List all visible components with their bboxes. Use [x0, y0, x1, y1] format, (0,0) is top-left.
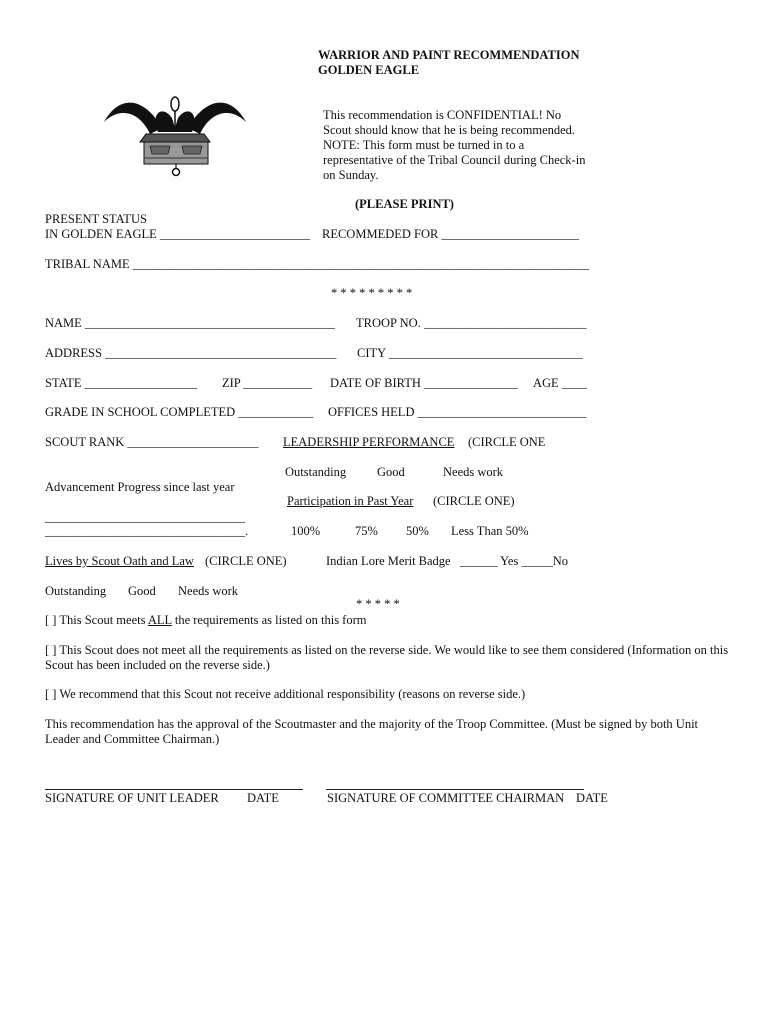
scout-oath-circle-hint: (CIRCLE ONE)	[205, 554, 287, 568]
participation-option-75[interactable]: 75%	[355, 524, 378, 538]
chairman-signature-label: SIGNATURE OF COMMITTEE CHAIRMAN	[327, 791, 565, 805]
zip-field[interactable]: ZIP ___________	[222, 376, 313, 390]
scout-oath-label: Lives by Scout Oath and Law	[45, 554, 194, 568]
golden-eagle-headdress-icon	[100, 88, 250, 180]
unit-leader-signature-label: SIGNATURE OF UNIT LEADER	[45, 791, 219, 805]
participation-option-less-than-50[interactable]: Less Than 50%	[451, 524, 529, 538]
advancement-blank-2[interactable]: ________________________________.	[45, 524, 249, 538]
please-print-label: (PLEASE PRINT)	[355, 197, 454, 211]
golden-eagle-status-field[interactable]: IN GOLDEN EAGLE ________________________	[45, 227, 310, 241]
approval-statement: This recommendation has the approval of the Scoutmaster and the majority of the Troop Committee. (Must be signed by both Unit Leader and Committee Chairman.)	[45, 717, 699, 746]
troop-number-field[interactable]: TROOP NO. __________________________	[356, 316, 587, 330]
city-field[interactable]: CITY _______________________________	[357, 346, 583, 360]
participation-label: Participation in Past Year	[287, 494, 414, 508]
leadership-option-outstanding[interactable]: Outstanding	[285, 465, 347, 479]
notice-line-3: NOTE: This form must be turned in to a	[323, 138, 525, 152]
check-does-not-meet[interactable]: [ ] This Scout does not meet all the requirements as listed on the reverse side. We would like to see them considered (Information on this Scout has been included on the reverse side.)	[45, 643, 729, 672]
check-meets-all-text-end: the requirements as listed on this form	[171, 613, 367, 627]
offices-held-field[interactable]: OFFICES HELD ___________________________	[328, 405, 587, 419]
oath-option-outstanding[interactable]: Outstanding	[45, 584, 107, 598]
check-meets-all-text-start: [ ] This Scout meets	[45, 613, 148, 627]
advancement-blank-1[interactable]: ________________________________	[45, 510, 245, 524]
notice-line-1: This recommendation is CONFIDENTIAL! No	[323, 108, 562, 122]
check-meets-all-emphasis: ALL	[147, 613, 172, 627]
participation-circle-hint: (CIRCLE ONE)	[433, 494, 515, 508]
leadership-option-needs-work[interactable]: Needs work	[443, 465, 504, 479]
oath-option-good[interactable]: Good	[128, 584, 156, 598]
recommended-for-field[interactable]: RECOMMEDED FOR ______________________	[322, 227, 579, 241]
unit-leader-date-label: DATE	[247, 791, 279, 805]
advancement-progress-label: Advancement Progress since last year	[45, 480, 235, 494]
leadership-circle-hint: (CIRCLE ONE	[468, 435, 546, 449]
notice-line-2: Scout should know that he is being recommended.	[323, 123, 576, 137]
age-field[interactable]: AGE ____	[533, 376, 587, 390]
present-status-label: PRESENT STATUS	[45, 212, 147, 226]
participation-option-100[interactable]: 100%	[291, 524, 321, 538]
check-meets-all[interactable]	[45, 613, 367, 628]
address-field[interactable]: ADDRESS _____________________________________	[45, 346, 337, 360]
form-subtitle: GOLDEN EAGLE	[318, 63, 420, 77]
unit-leader-signature-line[interactable]	[45, 789, 303, 790]
chairman-signature-line[interactable]	[326, 789, 584, 790]
separator-stars-1: * * * * * * * * *	[331, 286, 413, 300]
leadership-performance-label: LEADERSHIP PERFORMANCE	[283, 435, 455, 449]
oath-option-needs-work[interactable]: Needs work	[178, 584, 239, 598]
check-not-recommend[interactable]: [ ] We recommend that this Scout not receive additional responsibility (reasons on reverse side.)	[45, 687, 526, 701]
date-of-birth-field[interactable]: DATE OF BIRTH _______________	[330, 376, 518, 390]
participation-option-50[interactable]: 50%	[406, 524, 429, 538]
leadership-option-good[interactable]: Good	[377, 465, 405, 479]
notice-line-4: representative of the Tribal Council during Check-in	[323, 153, 586, 167]
tribal-name-field[interactable]: TRIBAL NAME _________________________________________________________________________	[45, 257, 589, 271]
state-field[interactable]: STATE __________________	[45, 376, 198, 390]
notice-line-5: on Sunday.	[323, 168, 379, 182]
grade-completed-field[interactable]: GRADE IN SCHOOL COMPLETED ____________	[45, 405, 314, 419]
indian-lore-label: Indian Lore Merit Badge	[326, 554, 451, 568]
separator-stars-2: * * * * *	[356, 597, 400, 611]
form-title: WARRIOR AND PAINT RECOMMENDATION	[318, 48, 580, 62]
indian-lore-yes-no-field[interactable]: ______ Yes _____No	[460, 554, 569, 568]
scout-rank-field[interactable]: SCOUT RANK _____________________	[45, 435, 259, 449]
chairman-date-label: DATE	[576, 791, 608, 805]
name-field[interactable]: NAME ________________________________________	[45, 316, 335, 330]
